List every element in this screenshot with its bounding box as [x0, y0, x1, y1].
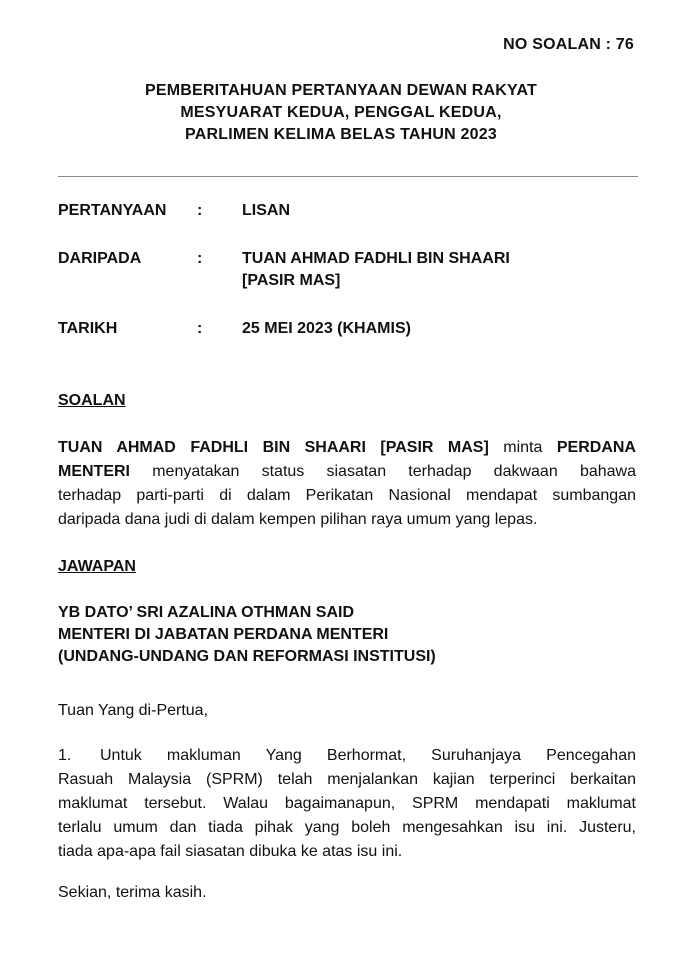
answer-line-1	[58, 744, 636, 768]
paragraph-number: 1.	[58, 747, 72, 764]
soalan-line-1	[58, 436, 636, 460]
answer-line-5: tiada apa-apa fail siasatan dibuka ke atas isu ini.	[58, 843, 403, 860]
answer-paragraph-1	[58, 744, 636, 864]
salutation: Tuan Yang di-Pertua,	[58, 702, 209, 719]
tarikh-label: TARIKH	[58, 320, 118, 337]
minta-word: minta	[503, 439, 543, 456]
soalan-line-3: terhadap parti-parti di dalam Perikatan Nasional mendapat sumbangan	[58, 487, 636, 504]
daripada-value-line-2: [PASIR MAS]	[242, 272, 341, 289]
title-line-1: PEMBERITAHUAN PERTANYAAN DEWAN RAKYAT	[144, 82, 538, 99]
daripada-value	[242, 248, 510, 292]
title-line-2: MESYUARAT KEDUA, PENGGAL KEDUA,	[180, 104, 502, 121]
answer-line-3: maklumat tersebut. Walau bagaimanapun, SPRM mendapati maklumat	[58, 795, 636, 812]
pertanyaan-value: LISAN	[242, 202, 290, 219]
answer-line-1-text: Untuk makluman Yang Berhormat, Suruhanjaya Pencegahan	[100, 747, 636, 764]
daripada-label: DARIPADA	[58, 250, 142, 267]
tarikh-colon: :	[197, 320, 203, 337]
answer-line-2: Rasuah Malaysia (SPRM) telah menjalankan kajian terperinci berkaitan	[58, 771, 636, 788]
addressee-part-2: MENTERI	[58, 463, 130, 480]
soalan-line-4: daripada dana judi di dalam kempen pilihan raya umum yang lepas.	[58, 511, 538, 528]
pertanyaan-label: PERTANYAAN	[58, 202, 167, 219]
answerer-line-2: MENTERI DI JABATAN PERDANA MENTERI	[58, 626, 389, 643]
document-title	[0, 80, 682, 146]
soalan-heading: SOALAN	[58, 392, 126, 409]
tarikh-value: 25 MEI 2023 (KHAMIS)	[242, 320, 411, 337]
asker-name: TUAN AHMAD FADHLI BIN SHAARI [PASIR MAS]	[58, 439, 489, 456]
soalan-paragraph	[58, 436, 636, 532]
addressee-part-1: PERDANA	[556, 439, 636, 456]
answerer-line-1: YB DATO’ SRI AZALINA OTHMAN SAID	[58, 604, 354, 621]
soalan-line-2-rest: menyatakan status siasatan terhadap dakwaan bahawa	[152, 463, 636, 480]
closing: Sekian, terima kasih.	[58, 884, 207, 901]
soalan-line-2	[58, 460, 636, 484]
daripada-colon: :	[197, 250, 203, 267]
question-number: NO SOALAN : 76	[503, 36, 634, 53]
answer-line-4: terlalu umum dan tiada pihak yang boleh mengesahkan isu ini. Justeru,	[58, 819, 636, 836]
header-divider	[58, 176, 638, 177]
answerer-line-3: (UNDANG-UNDANG DAN REFORMASI INSTITUSI)	[58, 648, 436, 665]
daripada-value-line-1: TUAN AHMAD FADHLI BIN SHAARI	[242, 250, 510, 267]
title-line-3: PARLIMEN KELIMA BELAS TAHUN 2023	[185, 126, 497, 143]
jawapan-heading: JAWAPAN	[58, 558, 136, 575]
pertanyaan-colon: :	[197, 202, 203, 219]
answerer-block	[58, 602, 436, 668]
